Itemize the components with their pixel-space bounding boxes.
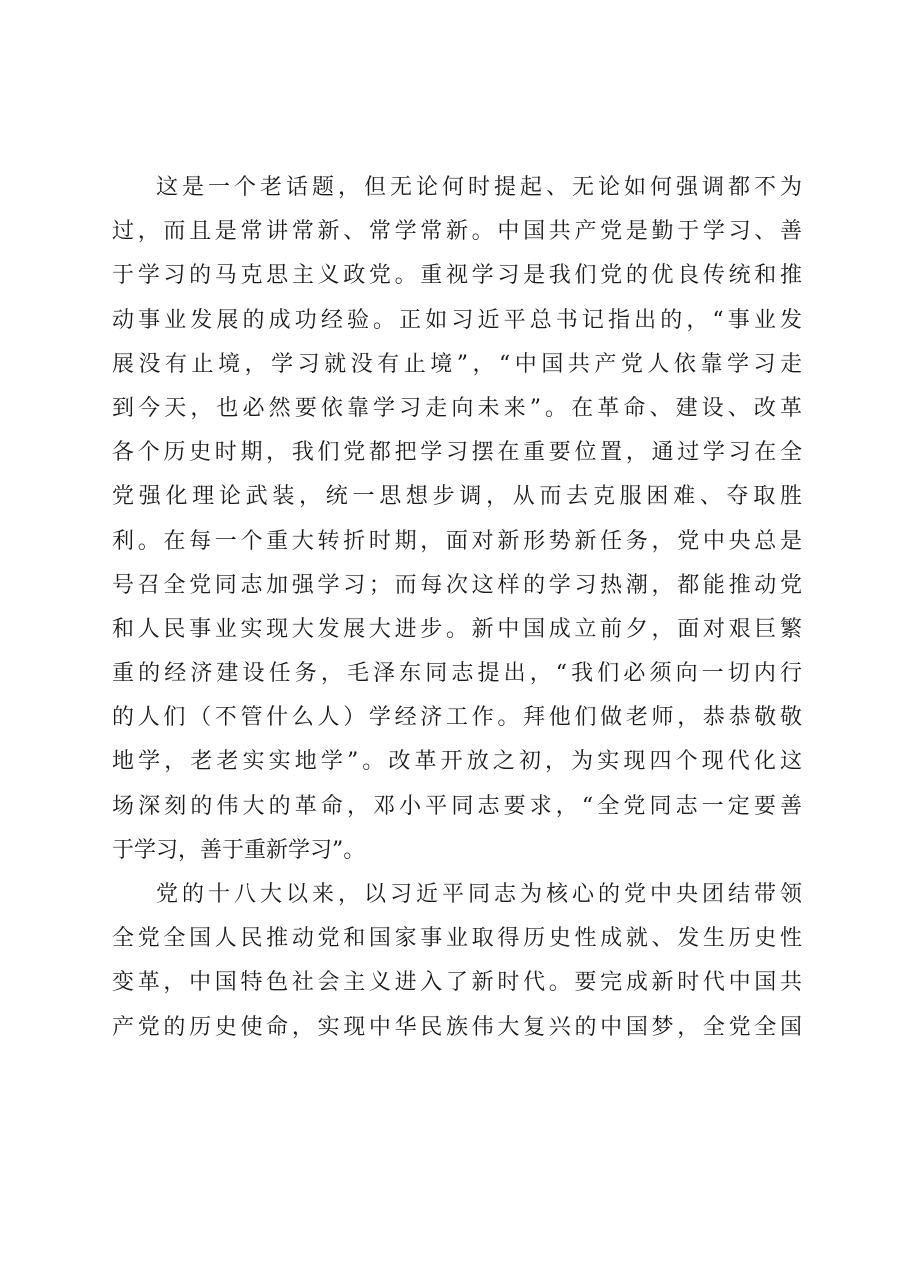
text-line: 场深刻的伟大的革命，邓小平同志要求，“全党同志一定要善 bbox=[112, 793, 802, 819]
text-line: 过，而且是常讲常新、常学常新。中国共产党是勤于学习、善 bbox=[112, 219, 802, 245]
text-line: 重的经济建设任务，毛泽东同志提出，“我们必须向一切内行 bbox=[112, 661, 802, 687]
document-body bbox=[112, 166, 802, 1050]
text-line: 各个历史时期，我们党都把学习摆在重要位置，通过学习在全 bbox=[112, 440, 802, 466]
text-line: 地学，老老实实地学”。改革开放之初，为实现四个现代化这 bbox=[112, 749, 802, 775]
text-line: 党强化理论武装，统一思想步调，从而去克服困难、夺取胜 bbox=[112, 484, 802, 510]
text-line: 到今天，也必然要依靠学习走向未来”。在革命、建设、改革 bbox=[112, 395, 802, 421]
text-line: 号召全党同志加强学习；而每次这样的学习热潮，都能推动党 bbox=[112, 572, 802, 598]
text-line: 动事业发展的成功经验。正如习近平总书记指出的，“事业发 bbox=[112, 307, 802, 333]
text-line: 全党全国人民推动党和国家事业取得历史性成就、发生历史性 bbox=[112, 926, 802, 952]
text-line: 利。在每一个重大转折时期，面对新形势新任务，党中央总是 bbox=[112, 528, 802, 554]
text-line: 这是一个老话题，但无论何时提起、无论如何强调都不为 bbox=[156, 175, 802, 200]
text-line: 变革，中国特色社会主义进入了新时代。要完成新时代中国共 bbox=[112, 970, 802, 996]
text-line: 党的十八大以来，以习近平同志为核心的党中央团结带领 bbox=[156, 882, 802, 907]
text-line: 的人们（不管什么人）学经济工作。拜他们做老师，恭恭敬敬 bbox=[112, 705, 802, 731]
text-line: 和人民事业实现大发展大进步。新中国成立前夕，面对艰巨繁 bbox=[112, 616, 802, 642]
text-line: 展没有止境，学习就没有止境”，“中国共产党人依靠学习走 bbox=[112, 351, 802, 377]
paragraph-2 bbox=[112, 873, 802, 1050]
paragraph-1 bbox=[112, 166, 802, 873]
text-line: 产党的历史使命，实现中华民族伟大复兴的中国梦，全党全国 bbox=[112, 1014, 802, 1040]
text-line: 于学习，善于重新学习”。 bbox=[112, 837, 366, 863]
text-line: 于学习的马克思主义政党。重视学习是我们党的优良传统和推 bbox=[112, 263, 802, 289]
